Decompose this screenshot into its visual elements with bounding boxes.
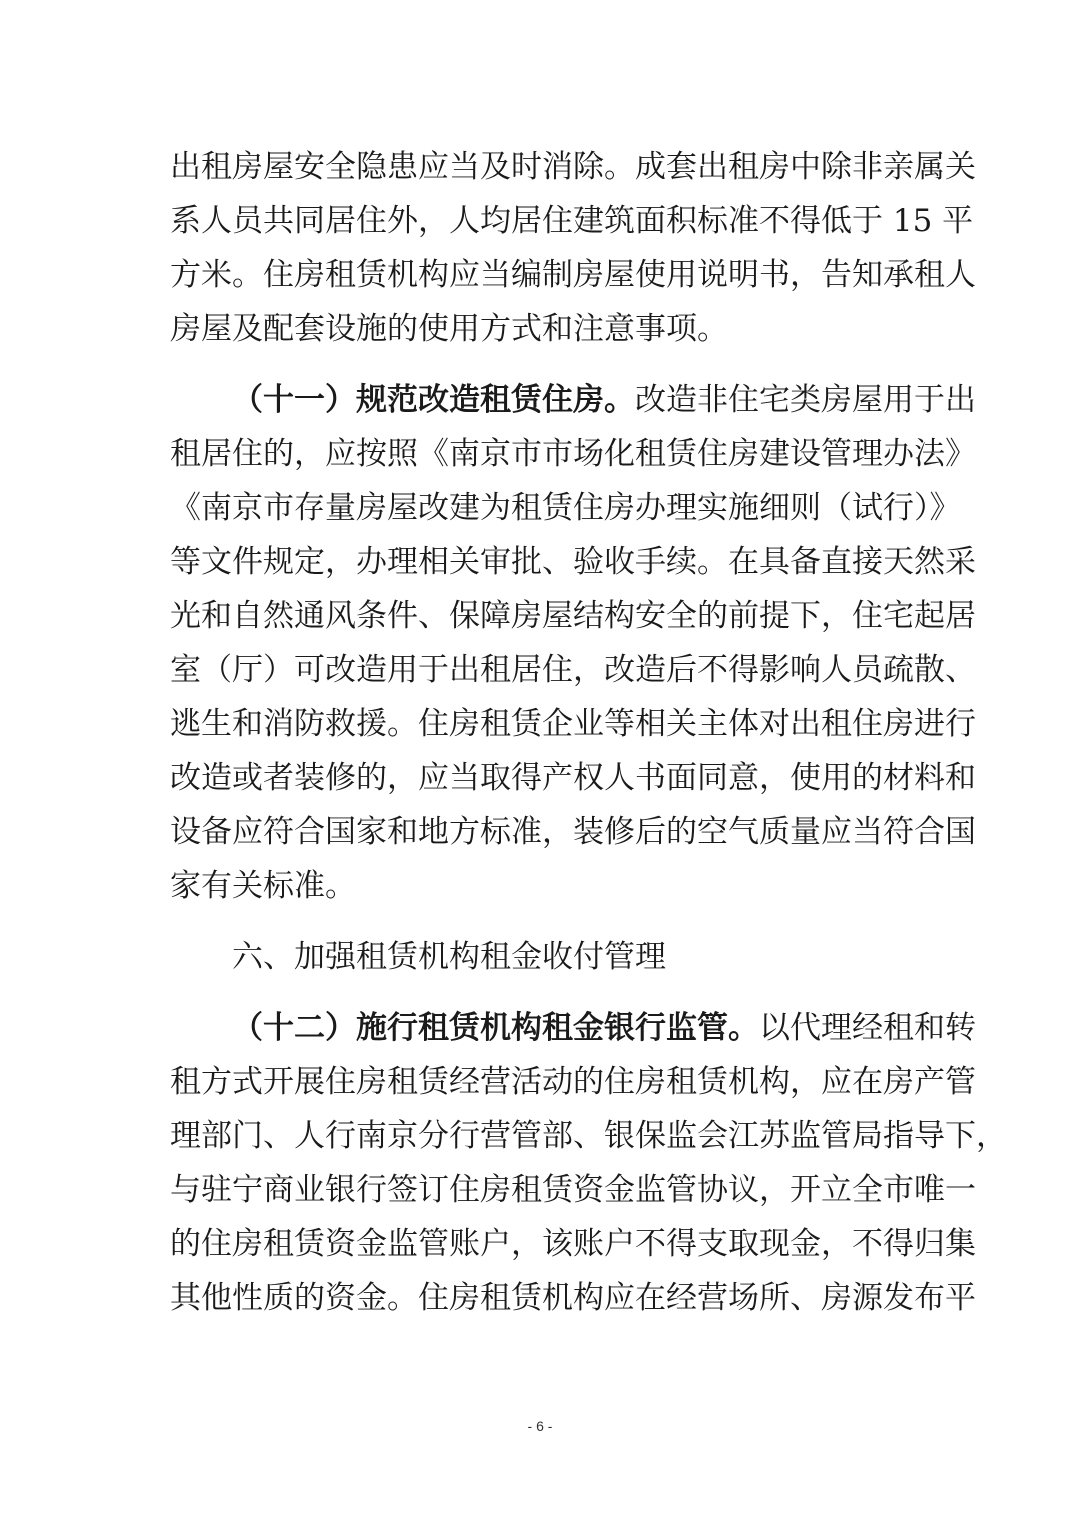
text-line	[170, 373, 976, 427]
section-11	[170, 373, 976, 913]
text-line	[170, 1001, 976, 1055]
text-line: 租方式开展住房租赁经营活动的住房租赁机构，应在房产管	[170, 1064, 976, 1100]
section-12	[170, 1001, 1007, 1325]
text-line: 室（厅）可改造用于出租居住，改造后不得影响人员疏散、	[170, 652, 976, 688]
page-number: - 6 -	[527, 1418, 553, 1434]
text-line: 改造或者装修的，应当取得产权人书面同意，使用的材料和	[170, 760, 976, 796]
text-line: 理部门、人行南京分行营管部、银保监会江苏监管局指导下，	[170, 1118, 1007, 1154]
section-6-heading: 六、加强租赁机构租金收付管理	[232, 939, 666, 975]
paragraph-housing-safety	[170, 140, 976, 356]
text-line: 系人员共同居住外，人均居住建筑面积标准不得低于 15 平	[170, 203, 974, 239]
text-line: 出租房屋安全隐患应当及时消除。成套出租房中除非亲属关	[170, 149, 976, 185]
document-body	[170, 140, 1007, 1325]
section-11-heading: （十一）规范改造租赁住房。	[232, 382, 635, 418]
text-line: 与驻宁商业银行签订住房租赁资金监管协议，开立全市唯一	[170, 1172, 976, 1208]
text-line: 逃生和消防救援。住房租赁企业等相关主体对出租住房进行	[170, 706, 976, 742]
section-11-lead-text: 改造非住宅类房屋用于出	[635, 382, 976, 418]
paragraph-spacer	[170, 356, 922, 373]
text-line: 租居住的，应按照《南京市市场化租赁住房建设管理办法》	[170, 436, 976, 472]
text-line: 的住房租赁资金监管账户，该账户不得支取现金，不得归集	[170, 1226, 976, 1262]
text-line: 光和自然通风条件、保障房屋结构安全的前提下，住宅起居	[170, 598, 976, 634]
paragraph-spacer	[170, 984, 922, 1001]
text-line: 《南京市存量房屋改建为租赁住房办理实施细则（试行）》	[170, 490, 961, 526]
text-line: 等文件规定，办理相关审批、验收手续。在具备直接天然采	[170, 544, 976, 580]
text-line: 方米。住房租赁机构应当编制房屋使用说明书，告知承租人	[170, 257, 976, 293]
text-line: 房屋及配套设施的使用方式和注意事项。	[170, 311, 728, 347]
paragraph-spacer	[170, 913, 922, 930]
text-line: 其他性质的资金。住房租赁机构应在经营场所、房源发布平	[170, 1280, 976, 1316]
text-line: 设备应符合国家和地方标准，装修后的空气质量应当符合国	[170, 814, 976, 850]
section-12-heading: （十二）施行租赁机构租金银行监管。	[232, 1010, 759, 1046]
section-12-lead-text: 以代理经租和转	[759, 1010, 976, 1046]
text-line: 家有关标准。	[170, 868, 356, 904]
